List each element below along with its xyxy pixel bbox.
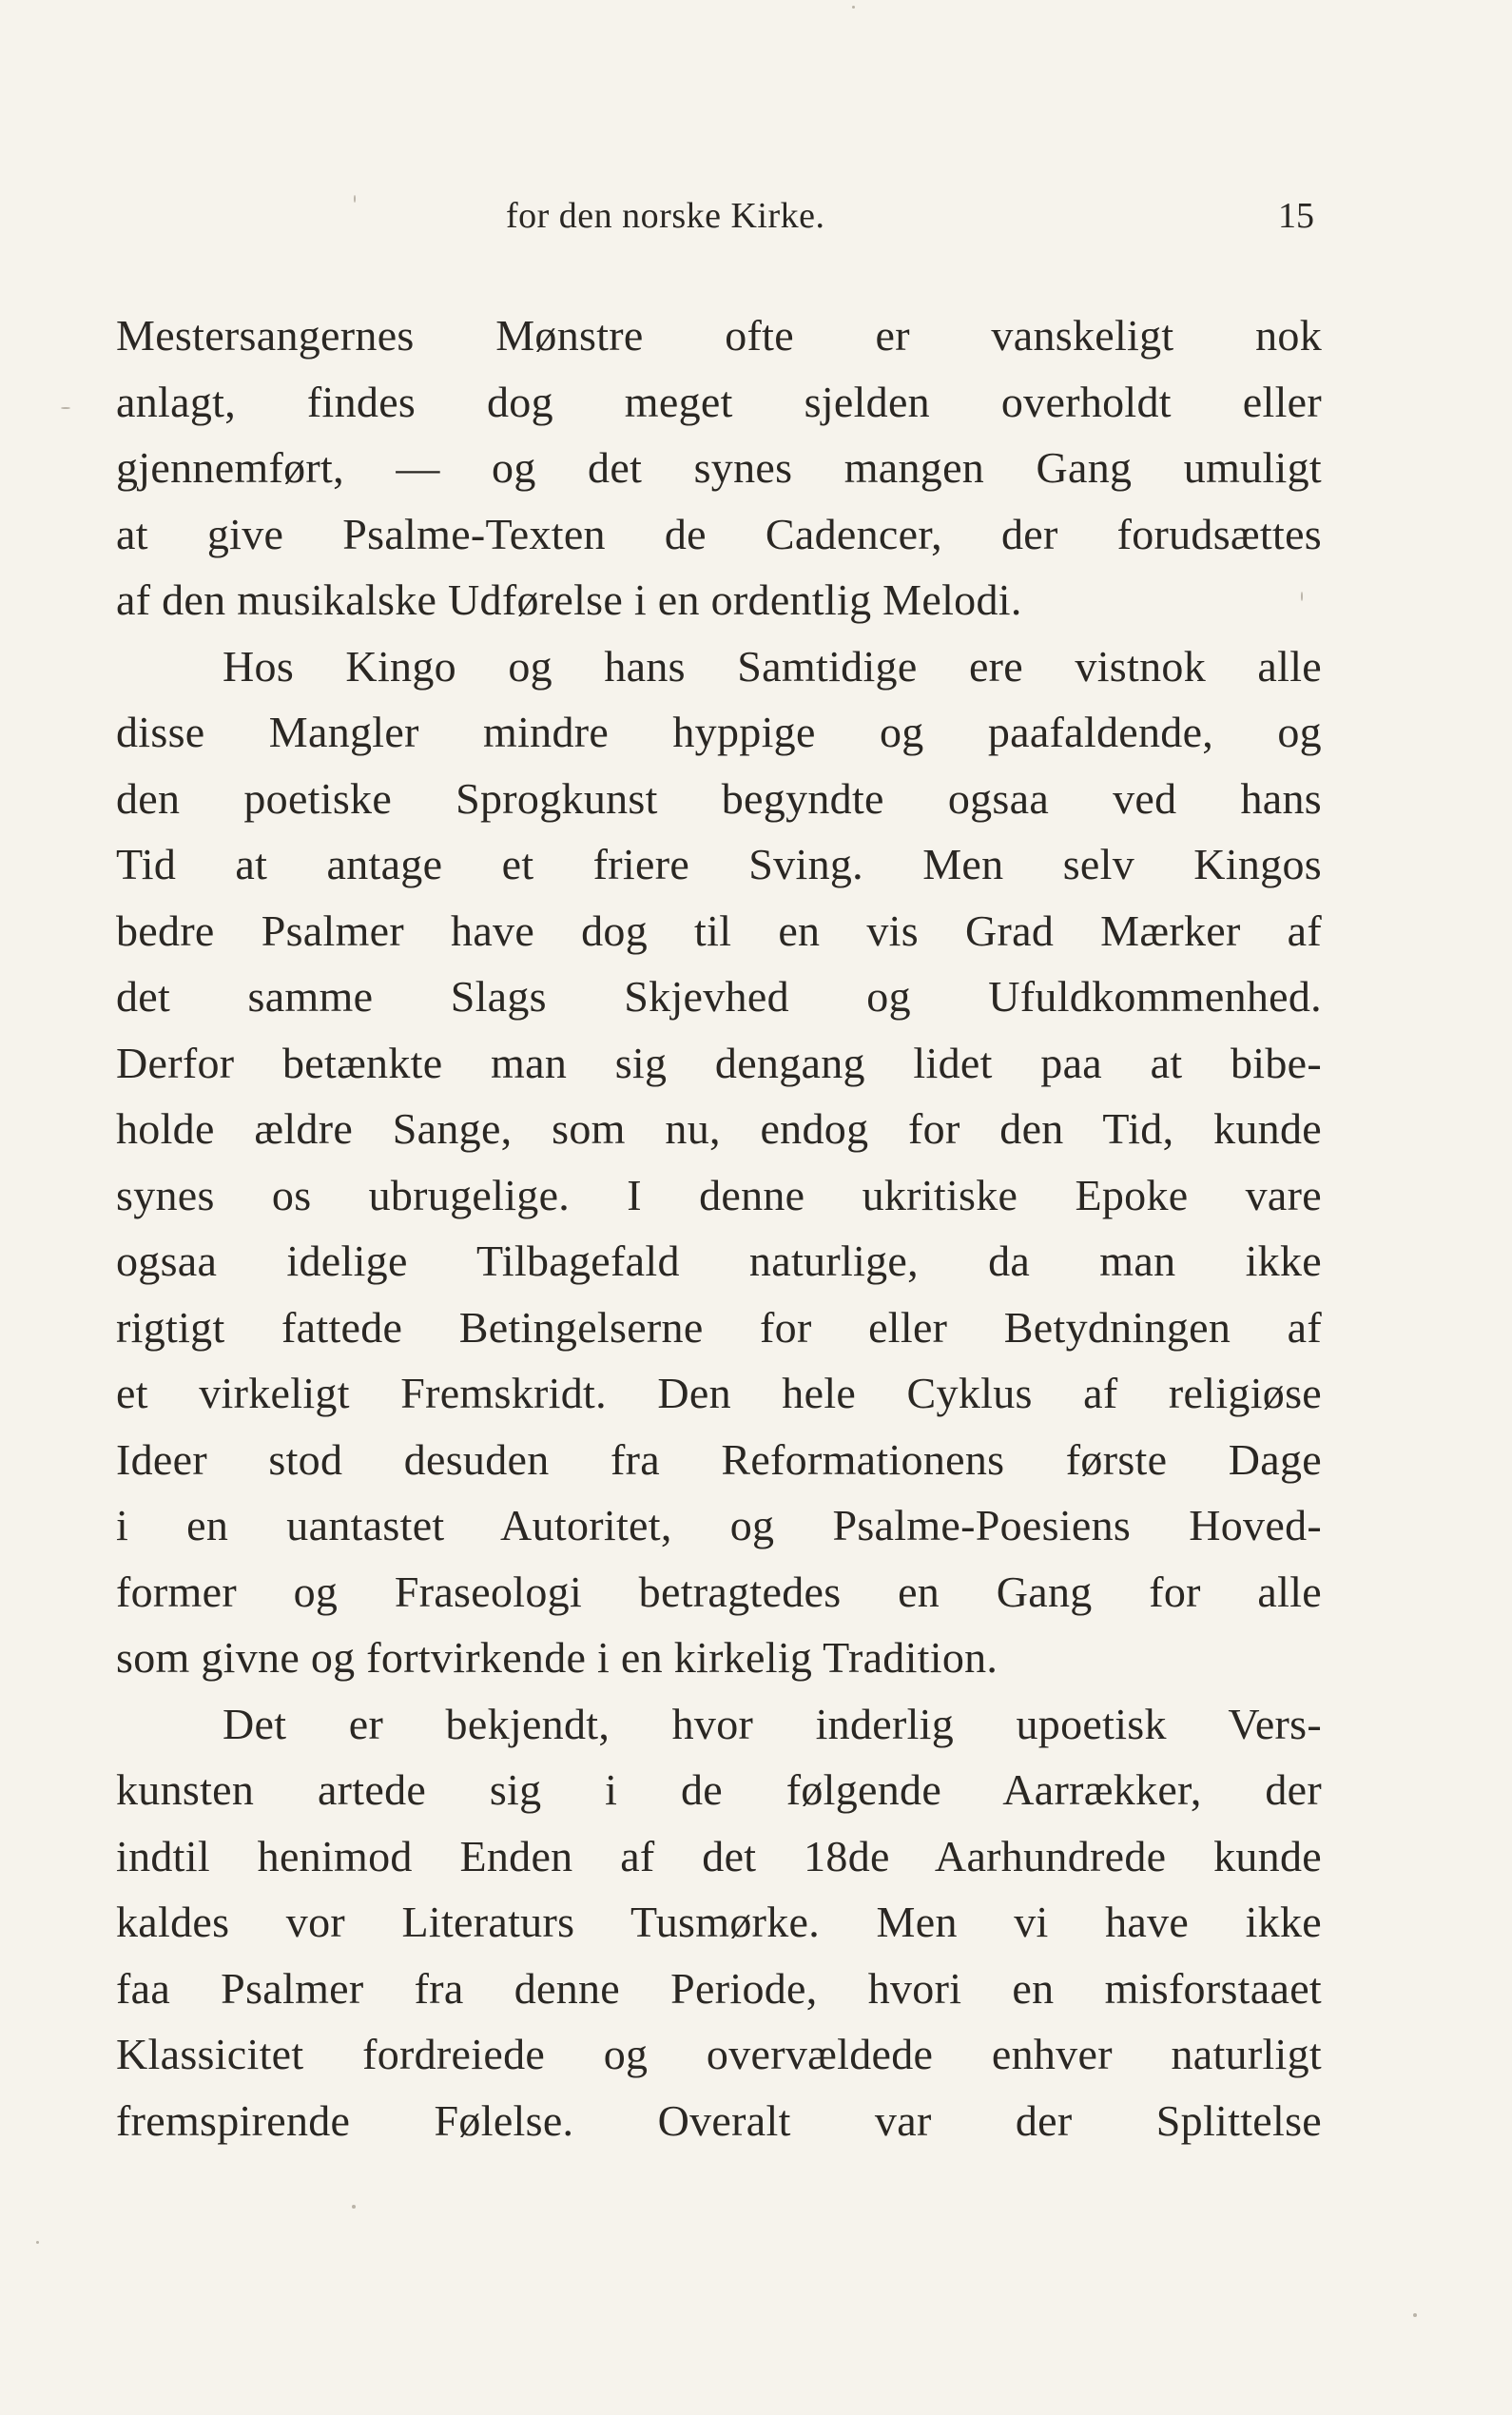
text-line: disse Mangler mindre hyppige og paafaldende, og xyxy=(116,708,1322,756)
text-line: anlagt, findes dog meget sjelden overholdt eller xyxy=(116,377,1322,426)
text-line: et virkeligt Fremskridt. Den hele Cyklus af religiøse xyxy=(116,1369,1322,1417)
paper-speck xyxy=(354,195,356,203)
paper-speck xyxy=(61,407,70,409)
paper-speck xyxy=(352,2205,356,2209)
running-head xyxy=(0,195,1512,252)
text-line: fremspirende Følelse. Overalt var der Splittelse xyxy=(116,2095,1322,2145)
text-line: holde ældre Sange, som nu, endog for den Tid, kunde xyxy=(116,1104,1322,1153)
text-line: gjennemført, — og det synes mangen Gang umuligt xyxy=(116,443,1322,492)
text-line: kaldes vor Literaturs Tusmørke. Men vi have ikke xyxy=(116,1898,1322,1946)
body-text xyxy=(116,302,1322,2153)
paper-speck xyxy=(1301,592,1303,601)
page-number: 15 xyxy=(1278,196,1314,236)
text-line: bedre Psalmer have dog til en vis Grad Mærker af xyxy=(116,906,1322,955)
paragraph-start-line: Hos Kingo og hans Samtidige ere vistnok alle xyxy=(223,641,1322,691)
text-line: Ideer stod desuden fra Reformationens første Dage xyxy=(116,1434,1322,1484)
text-line: den poetiske Sprogkunst begyndte ogsaa ved hans xyxy=(116,773,1322,823)
text-line: rigtigt fattede Betingelserne for eller Betydningen af xyxy=(116,1302,1322,1352)
text-line: Mestersangernes Mønstre ofte er vanskeligt nok xyxy=(116,311,1322,360)
text-line: i en uantastet Autoritet, og Psalme-Poesiens Hoved- xyxy=(116,1501,1322,1549)
text-line: Klassicitet fordreiede og overvældede enhver naturligt xyxy=(116,2030,1322,2078)
text-line: kunsten artede sig i de følgende Aarrækker, der xyxy=(116,1765,1322,1814)
text-line: former og Fraseologi betragtedes en Gang for alle xyxy=(116,1567,1322,1616)
text-line: indtil henimod Enden af det 18de Aarhundrede kunde xyxy=(116,1831,1322,1880)
text-line: synes os ubrugelige. I denne ukritiske Epoke vare xyxy=(116,1170,1322,1219)
text-line: Tid at antage et friere Sving. Men selv Kingos xyxy=(116,840,1322,888)
text-line: at give Psalme-Texten de Cadencer, der forudsættes xyxy=(116,509,1322,558)
running-head-title: for den norske Kirke. xyxy=(506,196,825,236)
text-line: Derfor betænkte man sig dengang lidet paa at bibe- xyxy=(116,1038,1322,1087)
paper-speck xyxy=(1413,2313,1417,2317)
text-line: ogsaa idelige Tilbagefald naturlige, da man ikke xyxy=(116,1237,1322,1285)
text-line: som givne og fortvirkende i en kirkelig Tradition. xyxy=(116,1633,998,1682)
text-line: det samme Slags Skjevhed og Ufuldkommenhed. xyxy=(116,972,1322,1021)
paragraph-start-line: Det er bekjendt, hvor inderlig upoetisk Vers- xyxy=(223,1699,1322,1748)
paper-speck xyxy=(852,6,855,9)
paper-speck xyxy=(36,2241,39,2244)
text-line: faa Psalmer fra denne Periode, hvori en misforstaaet xyxy=(116,1963,1322,2013)
text-line: af den musikalske Udførelse i en ordentlig Melodi. xyxy=(116,575,1022,624)
